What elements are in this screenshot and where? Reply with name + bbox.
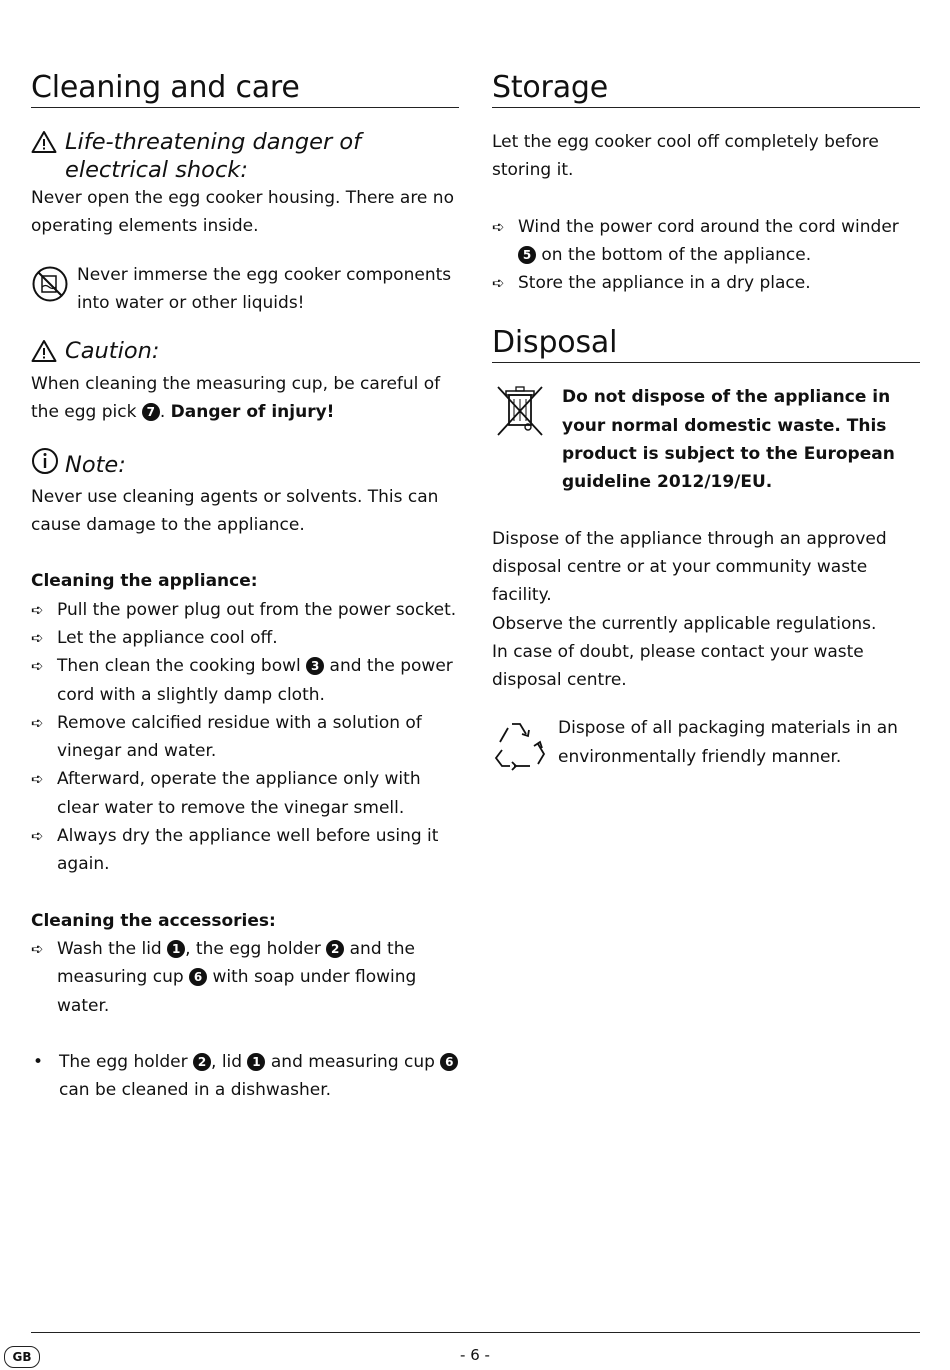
warning-text: Never open the egg cooker housing. There are no operating elements inside. [31,188,454,237]
cleaning-accessories-title: Cleaning the accessories: [31,910,276,931]
list-item: ➪ Wash the lid 1 , the egg holder 2 and the measuring cup 6 with soap under flowing water. [31,935,459,1020]
arrow-right-icon: ➪ [492,217,505,236]
list-item: ➪ Remove calcified residue with a solution of vinegar and water. [31,709,459,766]
info-icon [31,447,65,483]
warning-heading: Life-threatening danger of electrical shock: [31,128,459,184]
disposal-doubt: In case of doubt, please contact your waste disposal centre. [492,641,864,691]
list-item: ➪ Afterward, operate the appliance only with clear water to remove the vinegar smell. [31,765,459,822]
part-number-badge: 1 [167,940,185,958]
footer-divider [31,1332,920,1333]
accessories-steps [31,935,459,1020]
part-number-badge: 2 [326,940,344,958]
weee-notice: Do not dispose of the appliance in your normal domestic waste. This product is subject to the European guideline 2012/19/EU. [492,383,920,496]
arrow-right-icon: ➪ [31,770,44,789]
packaging-notice: Dispose of all packaging materials in an environmentally friendly manner. [492,714,920,776]
part-number-badge: 5 [518,246,536,264]
storage-disposal-column [492,70,920,776]
cleaning-heading: Cleaning and care [31,70,459,108]
list-item: ➪ Then clean the cooking bowl 3 and the power cord with a slightly damp cloth. [31,652,459,709]
part-number-badge: 6 [189,968,207,986]
language-badge: GB [4,1346,40,1368]
storage-steps [492,213,920,298]
arrow-right-icon: ➪ [31,600,44,619]
disposal-regulations: Observe the currently applicable regulations. [492,613,877,634]
part-number-badge: 3 [306,657,324,675]
immerse-warning: Never immerse the egg cooker components into water or other liquids! [31,261,459,318]
note-heading: Note: [31,447,459,483]
storage-heading: Storage [492,70,920,108]
warning-triangle-icon [31,128,65,161]
storage-text: Let the egg cooker cool off completely before storing it. [492,132,879,181]
dishwasher-note: • The egg holder 2 , lid 1 and measuring cup 6 can be cleaned in a dishwasher. [31,1048,459,1105]
part-number-badge: 6 [440,1053,458,1071]
list-item: ➪ Always dry the appliance well before using it again. [31,822,459,879]
part-number-badge: 2 [193,1053,211,1071]
arrow-right-icon: ➪ [492,274,505,293]
note-text: Never use cleaning agents or solvents. This can cause damage to the appliance. [31,486,439,536]
caution-heading: Caution: [31,337,459,370]
caution-text: When cleaning the measuring cup, be careful of the egg pick 7 . Danger of injury! [31,374,441,423]
part-number-badge: 1 [247,1053,265,1071]
list-item: ➪ Let the appliance cool off. [31,624,459,652]
part-number-badge: 7 [142,403,160,421]
arrow-right-icon: ➪ [31,628,44,647]
page-number: - 6 - [460,1346,490,1364]
list-item: ➪ Pull the power plug out from the power socket. [31,596,459,624]
arrow-right-icon: ➪ [31,713,44,732]
cleaning-appliance-title: Cleaning the appliance: [31,571,258,592]
arrow-right-icon: ➪ [31,657,44,676]
list-item: ➪ Store the appliance in a dry place. [492,269,920,297]
no-immerse-icon [31,261,77,307]
cleaning-column [31,70,459,1104]
crossed-bin-icon [492,383,562,443]
bullet-icon: • [33,1051,44,1072]
disposal-text: Dispose of the appliance through an approved disposal centre or at your community waste facility. [492,528,887,606]
arrow-right-icon: ➪ [31,939,44,958]
disposal-heading: Disposal [492,325,920,363]
arrow-right-icon: ➪ [31,827,44,846]
list-item: ➪ Wind the power cord around the cord winder 5 on the bottom of the appliance. [492,213,920,270]
appliance-steps [31,596,459,879]
warning-triangle-icon [31,337,65,370]
recycle-icon [492,714,558,776]
